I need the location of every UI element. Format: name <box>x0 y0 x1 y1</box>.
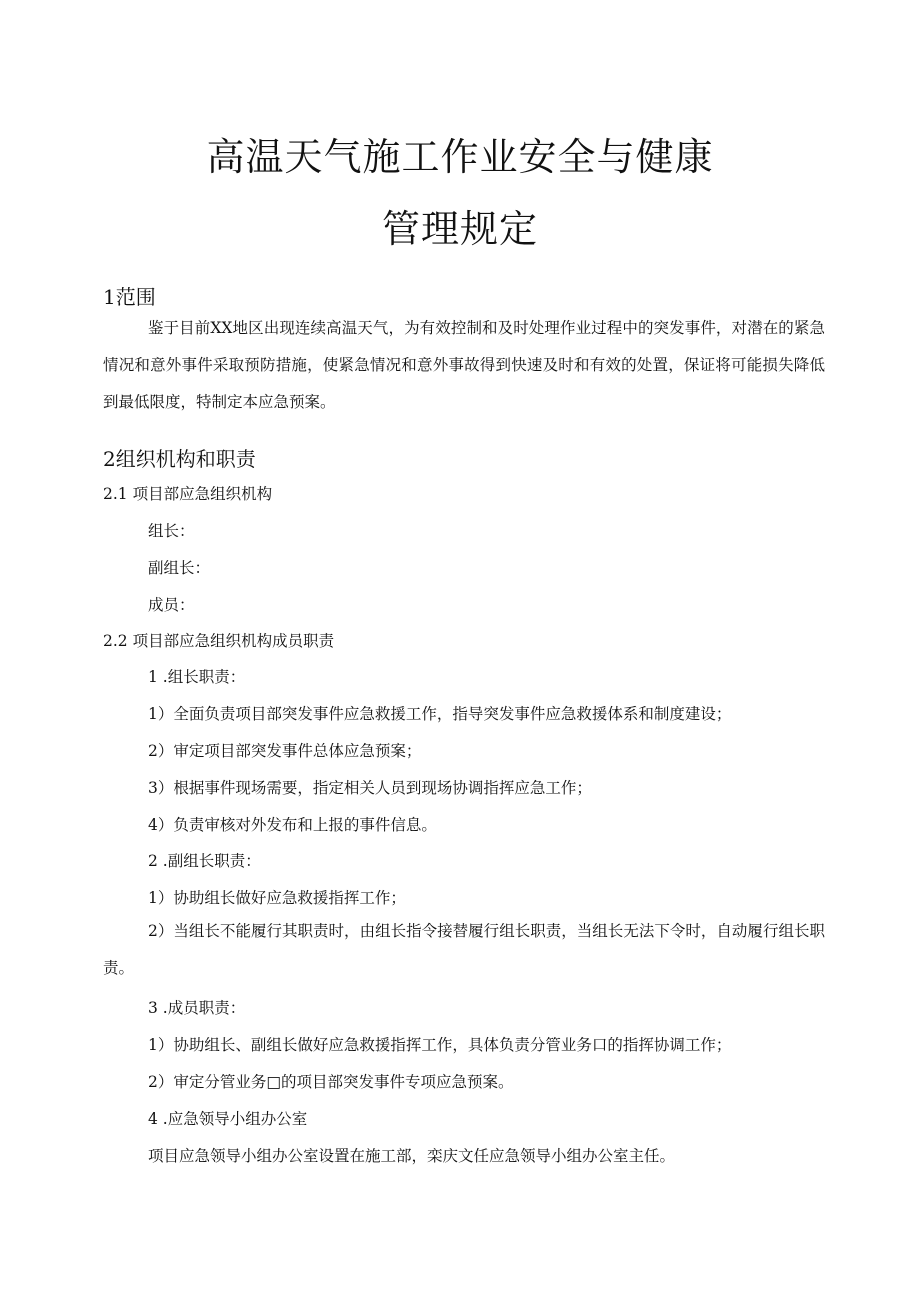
deputy-leader-field: 副组长： <box>148 559 211 577</box>
duty-3-title: 3 .成员职责： <box>148 999 246 1017</box>
section-2-heading: 2组织机构和职责 <box>103 447 256 471</box>
duty-4-paragraph: 项目应急领导小组办公室设置在施工部，栾庆文任应急领导小组办公室主任。 <box>148 1147 676 1165</box>
duty-1-item-2: 2）审定项目部突发事件总体应急预案； <box>148 742 422 760</box>
duty-1-title: 1 .组长职责： <box>148 668 246 686</box>
duty-4-title: 4 .应急领导小组办公室 <box>148 1110 308 1128</box>
duty-2-title: 2 .副组长职责： <box>148 852 261 870</box>
duty-3-item-2: 2）审定分管业务□的项目部突发事件专项应急预案。 <box>148 1073 514 1091</box>
duty-1-item-3: 3）根据事件现场需要，指定相关人员到现场协调指挥应急工作； <box>148 779 592 797</box>
duty-3-item-1: 1）协助组长、副组长做好应急救援指挥工作，具体负责分管业务口的指挥协调工作； <box>148 1036 732 1054</box>
duty-1-item-4: 4）负责审核对外发布和上报的事件信息。 <box>148 816 437 834</box>
duty-2-item-1: 1）协助组长做好应急救援指挥工作； <box>148 889 406 907</box>
subsection-2-2-heading: 2.2 项目部应急组织机构成员职责 <box>103 632 335 650</box>
document-title-line-1: 高温天气施工作业安全与健康 <box>206 135 714 179</box>
subsection-2-1-heading: 2.1 项目部应急组织机构 <box>103 485 273 503</box>
leader-field: 组长： <box>148 522 195 540</box>
duty-2-item-2: 2）当组长不能履行其职责时，由组长指令接替履行组长职责，当组长无法下令时，自动履行组长职责。 <box>103 922 825 977</box>
section-1-heading: 1范围 <box>103 285 156 309</box>
document-title-line-2: 管理规定 <box>381 207 538 251</box>
members-field: 成员： <box>148 596 195 614</box>
section-1-paragraph: 鉴于目前XX地区出现连续高温天气，为有效控制和及时处理作业过程中的突发事件，对潜在的紧急情况和意外事件采取预防措施，使紧急情况和意外事故得到快速及时和有效的处置，保证将可能损失降低到最低限度，特制定本应急预案。 <box>103 319 825 411</box>
duty-1-item-1: 1）全面负责项目部突发事件应急救援工作，指导突发事件应急救援体系和制度建设； <box>148 705 732 723</box>
